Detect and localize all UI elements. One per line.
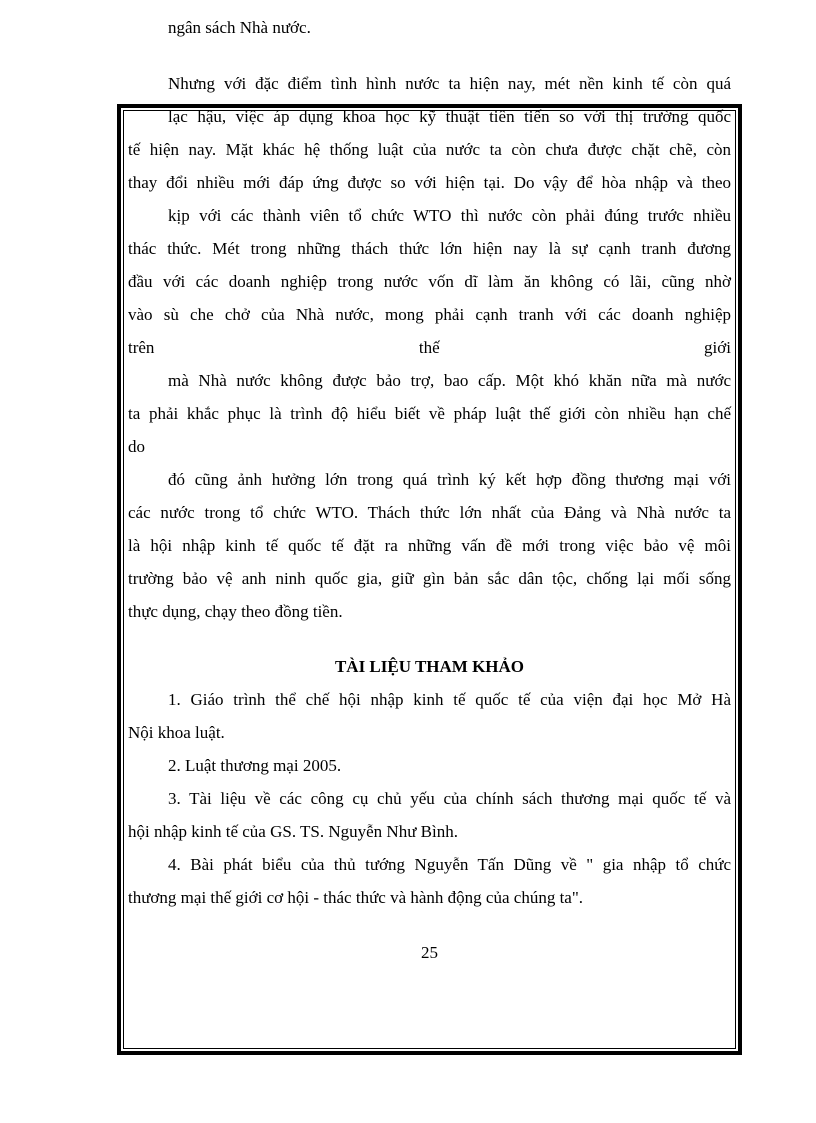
text-line: Nhưng với đặc điểm tình hình nước ta hiện nay, mét nền kinh tế còn quá — [168, 74, 731, 93]
text-line: kịp với các thành viên tổ chức WTO thì nước còn phải đúng trước nhiều — [168, 206, 731, 225]
text-line: mà Nhà nước không được bảo trợ, bao cấp. Một khó khăn nữa mà nước — [168, 371, 731, 390]
text-line: ta phải khắc phục là trình độ hiểu biết về pháp luật thế giới còn nhiều hạn chế — [128, 404, 731, 423]
reference-item: 1. Giáo trình thể chế hội nhập kinh tế quốc tế của viện đại học Mở Hà — [168, 690, 731, 709]
reference-item: Nội khoa luật. — [128, 723, 225, 742]
text-line: thác thức. Mét trong những thách thức lớn hiện nay là sự cạnh tranh đương — [128, 239, 731, 258]
text-line: thực dụng, chạy theo đồng tiền. — [128, 602, 343, 621]
reference-item: 4. Bài phát biểu của thủ tướng Nguyễn Tấn Dũng về " gia nhập tổ chức — [168, 855, 731, 874]
text-line: là hội nhập kinh tế quốc tế đặt ra những vấn đề mới trong việc bảo vệ môi — [128, 536, 731, 555]
text-line: trên thế giới — [128, 338, 731, 357]
reference-item: 2. Luật thương mại 2005. — [168, 756, 342, 775]
text-line: vào sù che chở của Nhà nước, mong phải cạnh tranh với các doanh nghiệp — [128, 305, 731, 324]
text-line: ngân sách Nhà nước. — [168, 18, 311, 37]
reference-item: 3. Tài liệu về các công cụ chủ yếu của chính sách thương mại quốc tế và — [168, 789, 731, 808]
text-line: tế hiện nay. Mặt khác hệ thống luật của nước ta còn chưa được chặt chẽ, còn — [128, 140, 731, 159]
text-line: do — [128, 437, 145, 456]
reference-item: hội nhập kinh tế của GS. TS. Nguyễn Như Bình. — [128, 822, 458, 841]
text-line: lạc hậu, việc áp dụng khoa học kỹ thuật tiên tiến so với thị trường quốc — [168, 107, 731, 126]
section-title: TÀI LIỆU THAM KHẢO — [334, 657, 525, 676]
text-line: đó cũng ảnh hưởng lớn trong quá trình ký kết hợp đồng thương mại với — [168, 470, 731, 489]
text-line: thay đổi nhiều mới đáp ứng được so với hiện tại. Do vậy để hòa nhập và theo — [128, 173, 731, 192]
text-line: trường bảo vệ anh ninh quốc gia, giữ gìn bản sắc dân tộc, chống lại mối sống — [128, 569, 731, 588]
reference-item: thương mại thế giới cơ hội - thác thức và hành động của chúng ta". — [128, 888, 584, 907]
page-number: 25 — [421, 943, 438, 962]
text-line: các nước trong tổ chức WTO. Thách thức lớn nhất của Đảng và Nhà nước ta — [128, 503, 731, 522]
text-line: đầu với các doanh nghiệp trong nước vốn dĩ làm ăn không có lãi, cũng nhờ — [128, 272, 731, 291]
